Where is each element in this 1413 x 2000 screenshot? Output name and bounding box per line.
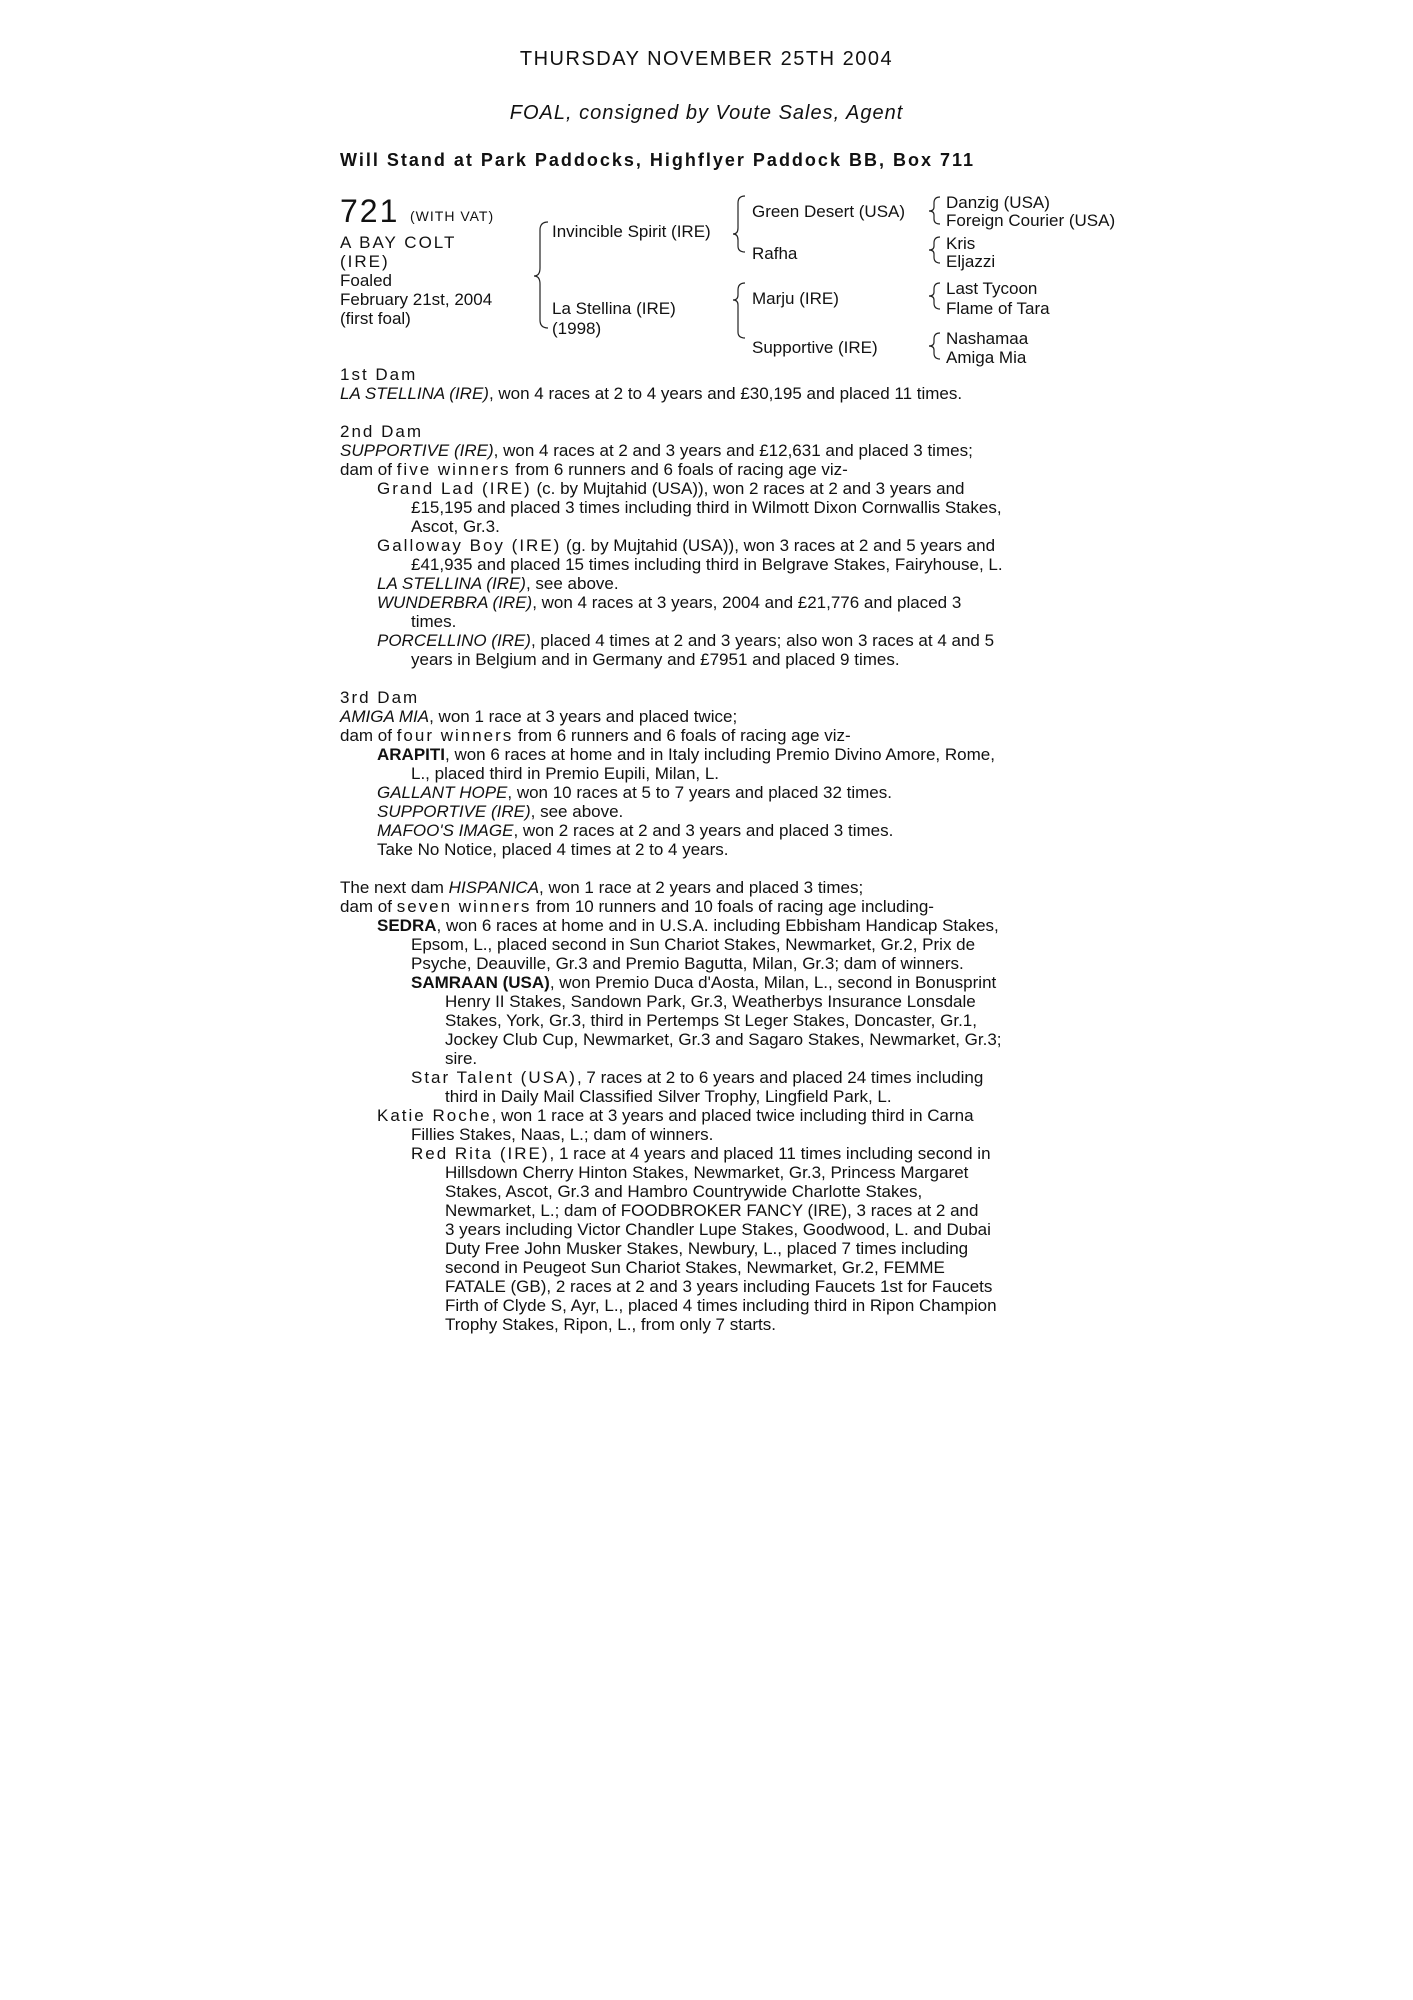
winners-count: seven winners bbox=[396, 897, 532, 916]
lot-line: (IRE) bbox=[340, 252, 390, 271]
entry-text: Ascot, Gr.3. bbox=[411, 517, 500, 536]
produce-entry bbox=[340, 631, 1075, 669]
entry-text: Stakes, York, Gr.3, third in Pertemps St Leger Stakes, Doncaster, Gr.1, bbox=[445, 1011, 977, 1030]
produce-entry bbox=[340, 802, 1075, 821]
produce-text: dam of bbox=[340, 460, 397, 479]
entry-text: £15,195 and placed 3 times including third in Wilmott Dixon Cornwallis Stakes, bbox=[411, 498, 1002, 517]
horse-name: SAMRAAN (USA) bbox=[411, 973, 550, 992]
produce-text: from 10 runners and 10 foals of racing age including- bbox=[531, 897, 934, 916]
entry-text: , won 2 races at 2 and 3 years and placed 3 times. bbox=[513, 821, 894, 840]
third-dam-section bbox=[340, 688, 1075, 859]
horse-name: GALLANT HOPE bbox=[377, 783, 508, 802]
lot-line: A BAY COLT bbox=[340, 233, 457, 252]
produce-entry bbox=[340, 1068, 1075, 1106]
dam-record: , won 4 races at 2 to 4 years and £30,195 and placed 11 times. bbox=[488, 384, 963, 403]
entry-text: (c. by Mujtahid (USA)), won 2 races at 2 and 3 years and bbox=[531, 479, 965, 498]
horse-name: MAFOO'S IMAGE bbox=[377, 821, 514, 840]
pedigree-dam-dam: Supportive (IRE) bbox=[752, 338, 878, 357]
produce-summary bbox=[340, 726, 1075, 745]
pedigree-braces bbox=[0, 0, 1413, 400]
section-heading: 2nd Dam bbox=[340, 422, 423, 441]
produce-entry bbox=[340, 916, 1075, 973]
entry-text: Epsom, L., placed second in Sun Chariot Stakes, Newmarket, Gr.2, Prix de bbox=[411, 935, 976, 954]
produce-entry bbox=[340, 840, 1075, 859]
produce-entry bbox=[340, 1144, 1075, 1334]
entry-text: , won 10 races at 5 to 7 years and placed 32 times. bbox=[507, 783, 892, 802]
horse-name: WUNDERBRA (IRE) bbox=[377, 593, 533, 612]
horse-name: Grand Lad (IRE) bbox=[377, 479, 532, 498]
pedigree-sire-sire: Green Desert (USA) bbox=[752, 202, 906, 221]
entry-text: , see above. bbox=[525, 574, 619, 593]
pedigree-dam: La Stellina (IRE) bbox=[552, 299, 676, 318]
produce-summary bbox=[340, 460, 1075, 479]
first-dam-section bbox=[340, 365, 1075, 403]
produce-summary bbox=[340, 897, 1075, 916]
pedigree-ancestor: Foreign Courier (USA) bbox=[946, 211, 1116, 230]
pedigree-sire: Invincible Spirit (IRE) bbox=[552, 222, 711, 241]
lot-line: February 21st, 2004 bbox=[340, 290, 493, 309]
produce-entry bbox=[340, 1106, 1075, 1144]
entry-text: Take No Notice, placed 4 times at 2 to 4 years. bbox=[377, 840, 729, 859]
entry-text: Duty Free John Musker Stakes, Newbury, L., placed 7 times including bbox=[445, 1239, 969, 1258]
entry-text: Trophy Stakes, Ripon, L., from only 7 starts. bbox=[445, 1315, 777, 1334]
produce-text: dam of bbox=[340, 726, 397, 745]
produce-entry bbox=[340, 574, 1075, 593]
entry-text: , won 6 races at home and in Italy including Premio Divino Amore, Rome, bbox=[445, 745, 995, 764]
lot-line: (first foal) bbox=[340, 309, 411, 328]
pedigree-dam-sire: Marju (IRE) bbox=[752, 289, 839, 308]
pedigree-ancestor: Last Tycoon bbox=[946, 279, 1038, 298]
dam-summary bbox=[340, 441, 1075, 460]
horse-name: SUPPORTIVE (IRE) bbox=[377, 802, 531, 821]
catalogue-body bbox=[340, 365, 1075, 1353]
produce-entry bbox=[340, 973, 1075, 1068]
entry-text: Psyche, Deauville, Gr.3 and Premio Bagutta, Milan, Gr.3; dam of winners. bbox=[411, 954, 964, 973]
produce-entry bbox=[340, 593, 1075, 631]
horse-name: LA STELLINA (IRE) bbox=[377, 574, 526, 593]
produce-entry bbox=[340, 479, 1075, 536]
entry-text: Hillsdown Cherry Hinton Stakes, Newmarket, Gr.3, Princess Margaret bbox=[445, 1163, 969, 1182]
stand-location: Will Stand at Park Paddocks, Highflyer Paddock BB, Box 711 bbox=[340, 150, 975, 170]
pedigree-ancestor: Eljazzi bbox=[946, 252, 996, 271]
entry-text: times. bbox=[411, 612, 457, 631]
consignment-line: FOAL, consigned by Voute Sales, Agent bbox=[509, 102, 904, 124]
produce-entry bbox=[340, 745, 1075, 783]
produce-text: dam of bbox=[340, 897, 397, 916]
produce-text: from 6 runners and 6 foals of racing age viz- bbox=[510, 460, 848, 479]
pedigree-sire-dam: Rafha bbox=[752, 244, 798, 263]
entry-text: second in Peugeot Sun Chariot Stakes, Newmarket, Gr.2, FEMME bbox=[445, 1258, 945, 1277]
entry-text: Fillies Stakes, Naas, L.; dam of winners. bbox=[411, 1125, 714, 1144]
entry-text: Henry II Stakes, Sandown Park, Gr.3, Weatherbys Insurance Lonsdale bbox=[445, 992, 976, 1011]
winners-count: five winners bbox=[396, 460, 511, 479]
entry-text: Jockey Club Cup, Newmarket, Gr.3 and Sagaro Stakes, Newmarket, Gr.3; bbox=[445, 1030, 1002, 1049]
horse-name: SEDRA bbox=[377, 916, 437, 935]
entry-text: L., placed third in Premio Eupili, Milan, L. bbox=[411, 764, 720, 783]
entry-text: , placed 4 times at 2 and 3 years; also won 3 races at 4 and 5 bbox=[530, 631, 995, 650]
pedigree-ancestor: Nashamaa bbox=[946, 329, 1029, 348]
pedigree-ancestor: Amiga Mia bbox=[946, 348, 1027, 367]
section-heading: 1st Dam bbox=[340, 365, 418, 384]
entry-text: , won 4 races at 3 years, 2004 and £21,776 and placed 3 bbox=[532, 593, 962, 612]
next-dam-section bbox=[340, 878, 1075, 1334]
entry-text: 3 years including Victor Chandler Lupe Stakes, Goodwood, L. and Dubai bbox=[445, 1220, 991, 1239]
second-dam-section bbox=[340, 422, 1075, 669]
horse-name: Katie Roche bbox=[377, 1106, 492, 1125]
produce-entry bbox=[340, 783, 1075, 802]
horse-name: HISPANICA bbox=[448, 878, 540, 897]
vat-note: (WITH VAT) bbox=[410, 208, 495, 224]
entry-text: years in Belgium and in Germany and £7951 and placed 9 times. bbox=[411, 650, 900, 669]
pedigree-ancestor: Danzig (USA) bbox=[946, 193, 1050, 212]
entry-text: (g. by Mujtahid (USA)), won 3 races at 2 and 5 years and bbox=[561, 536, 996, 555]
entry-text: , 1 race at 4 years and placed 11 times including second in bbox=[549, 1144, 991, 1163]
horse-name: LA STELLINA (IRE) bbox=[340, 384, 489, 403]
pedigree-dam-year: (1998) bbox=[552, 319, 602, 338]
pedigree-ancestor: Flame of Tara bbox=[946, 299, 1050, 318]
dam-summary bbox=[340, 878, 1075, 897]
lot-line: Foaled bbox=[340, 271, 392, 290]
section-heading: 3rd Dam bbox=[340, 688, 420, 707]
horse-name: Galloway Boy (IRE) bbox=[377, 536, 562, 555]
dam-record: The next dam bbox=[340, 878, 449, 897]
horse-name: SUPPORTIVE (IRE) bbox=[340, 441, 494, 460]
horse-name: AMIGA MIA bbox=[340, 707, 430, 726]
horse-name: Star Talent (USA) bbox=[411, 1068, 577, 1087]
produce-entry bbox=[340, 536, 1075, 574]
horse-name: PORCELLINO (IRE) bbox=[377, 631, 531, 650]
entry-text: sire. bbox=[445, 1049, 478, 1068]
entry-text: , see above. bbox=[530, 802, 624, 821]
entry-text: , won Premio Duca d'Aosta, Milan, L., second in Bonusprint bbox=[549, 973, 997, 992]
winners-count: four winners bbox=[396, 726, 514, 745]
dam-record: , won 1 race at 3 years and placed twice; bbox=[429, 707, 738, 726]
entry-text: £41,935 and placed 15 times including third in Belgrave Stakes, Fairyhouse, L. bbox=[411, 555, 1003, 574]
produce-entry bbox=[340, 821, 1075, 840]
horse-name: Red Rita (IRE) bbox=[411, 1144, 550, 1163]
dam-record: , won 1 race at 2 years and placed 3 times; bbox=[539, 878, 864, 897]
entry-text: Newmarket, L.; dam of FOODBROKER FANCY (IRE), 3 races at 2 and bbox=[445, 1201, 979, 1220]
horse-name: ARAPITI bbox=[377, 745, 445, 764]
produce-text: from 6 runners and 6 foals of racing age viz- bbox=[513, 726, 851, 745]
dam-summary bbox=[340, 384, 1075, 403]
entry-text: third in Daily Mail Classified Silver Trophy, Lingfield Park, L. bbox=[445, 1087, 892, 1106]
sale-date: THURSDAY NOVEMBER 25TH 2004 bbox=[519, 48, 894, 70]
entry-text: Firth of Clyde S, Ayr, L., placed 4 times including third in Ripon Champion bbox=[445, 1296, 997, 1315]
entry-text: Stakes, Ascot, Gr.3 and Hambro Countrywide Charlotte Stakes, bbox=[445, 1182, 923, 1201]
entry-text: , 7 races at 2 to 6 years and placed 24 times including bbox=[576, 1068, 984, 1087]
entry-text: FATALE (GB), 2 races at 2 and 3 years including Faucets 1st for Faucets bbox=[445, 1277, 993, 1296]
entry-text: , won 1 race at 3 years and placed twice including third in Carna bbox=[491, 1106, 974, 1125]
lot-number: 721 bbox=[340, 193, 400, 229]
dam-record: , won 4 races at 2 and 3 years and £12,631 and placed 3 times; bbox=[493, 441, 973, 460]
pedigree-ancestor: Kris bbox=[946, 234, 976, 253]
entry-text: , won 6 races at home and in U.S.A. including Ebbisham Handicap Stakes, bbox=[436, 916, 999, 935]
dam-summary bbox=[340, 707, 1075, 726]
